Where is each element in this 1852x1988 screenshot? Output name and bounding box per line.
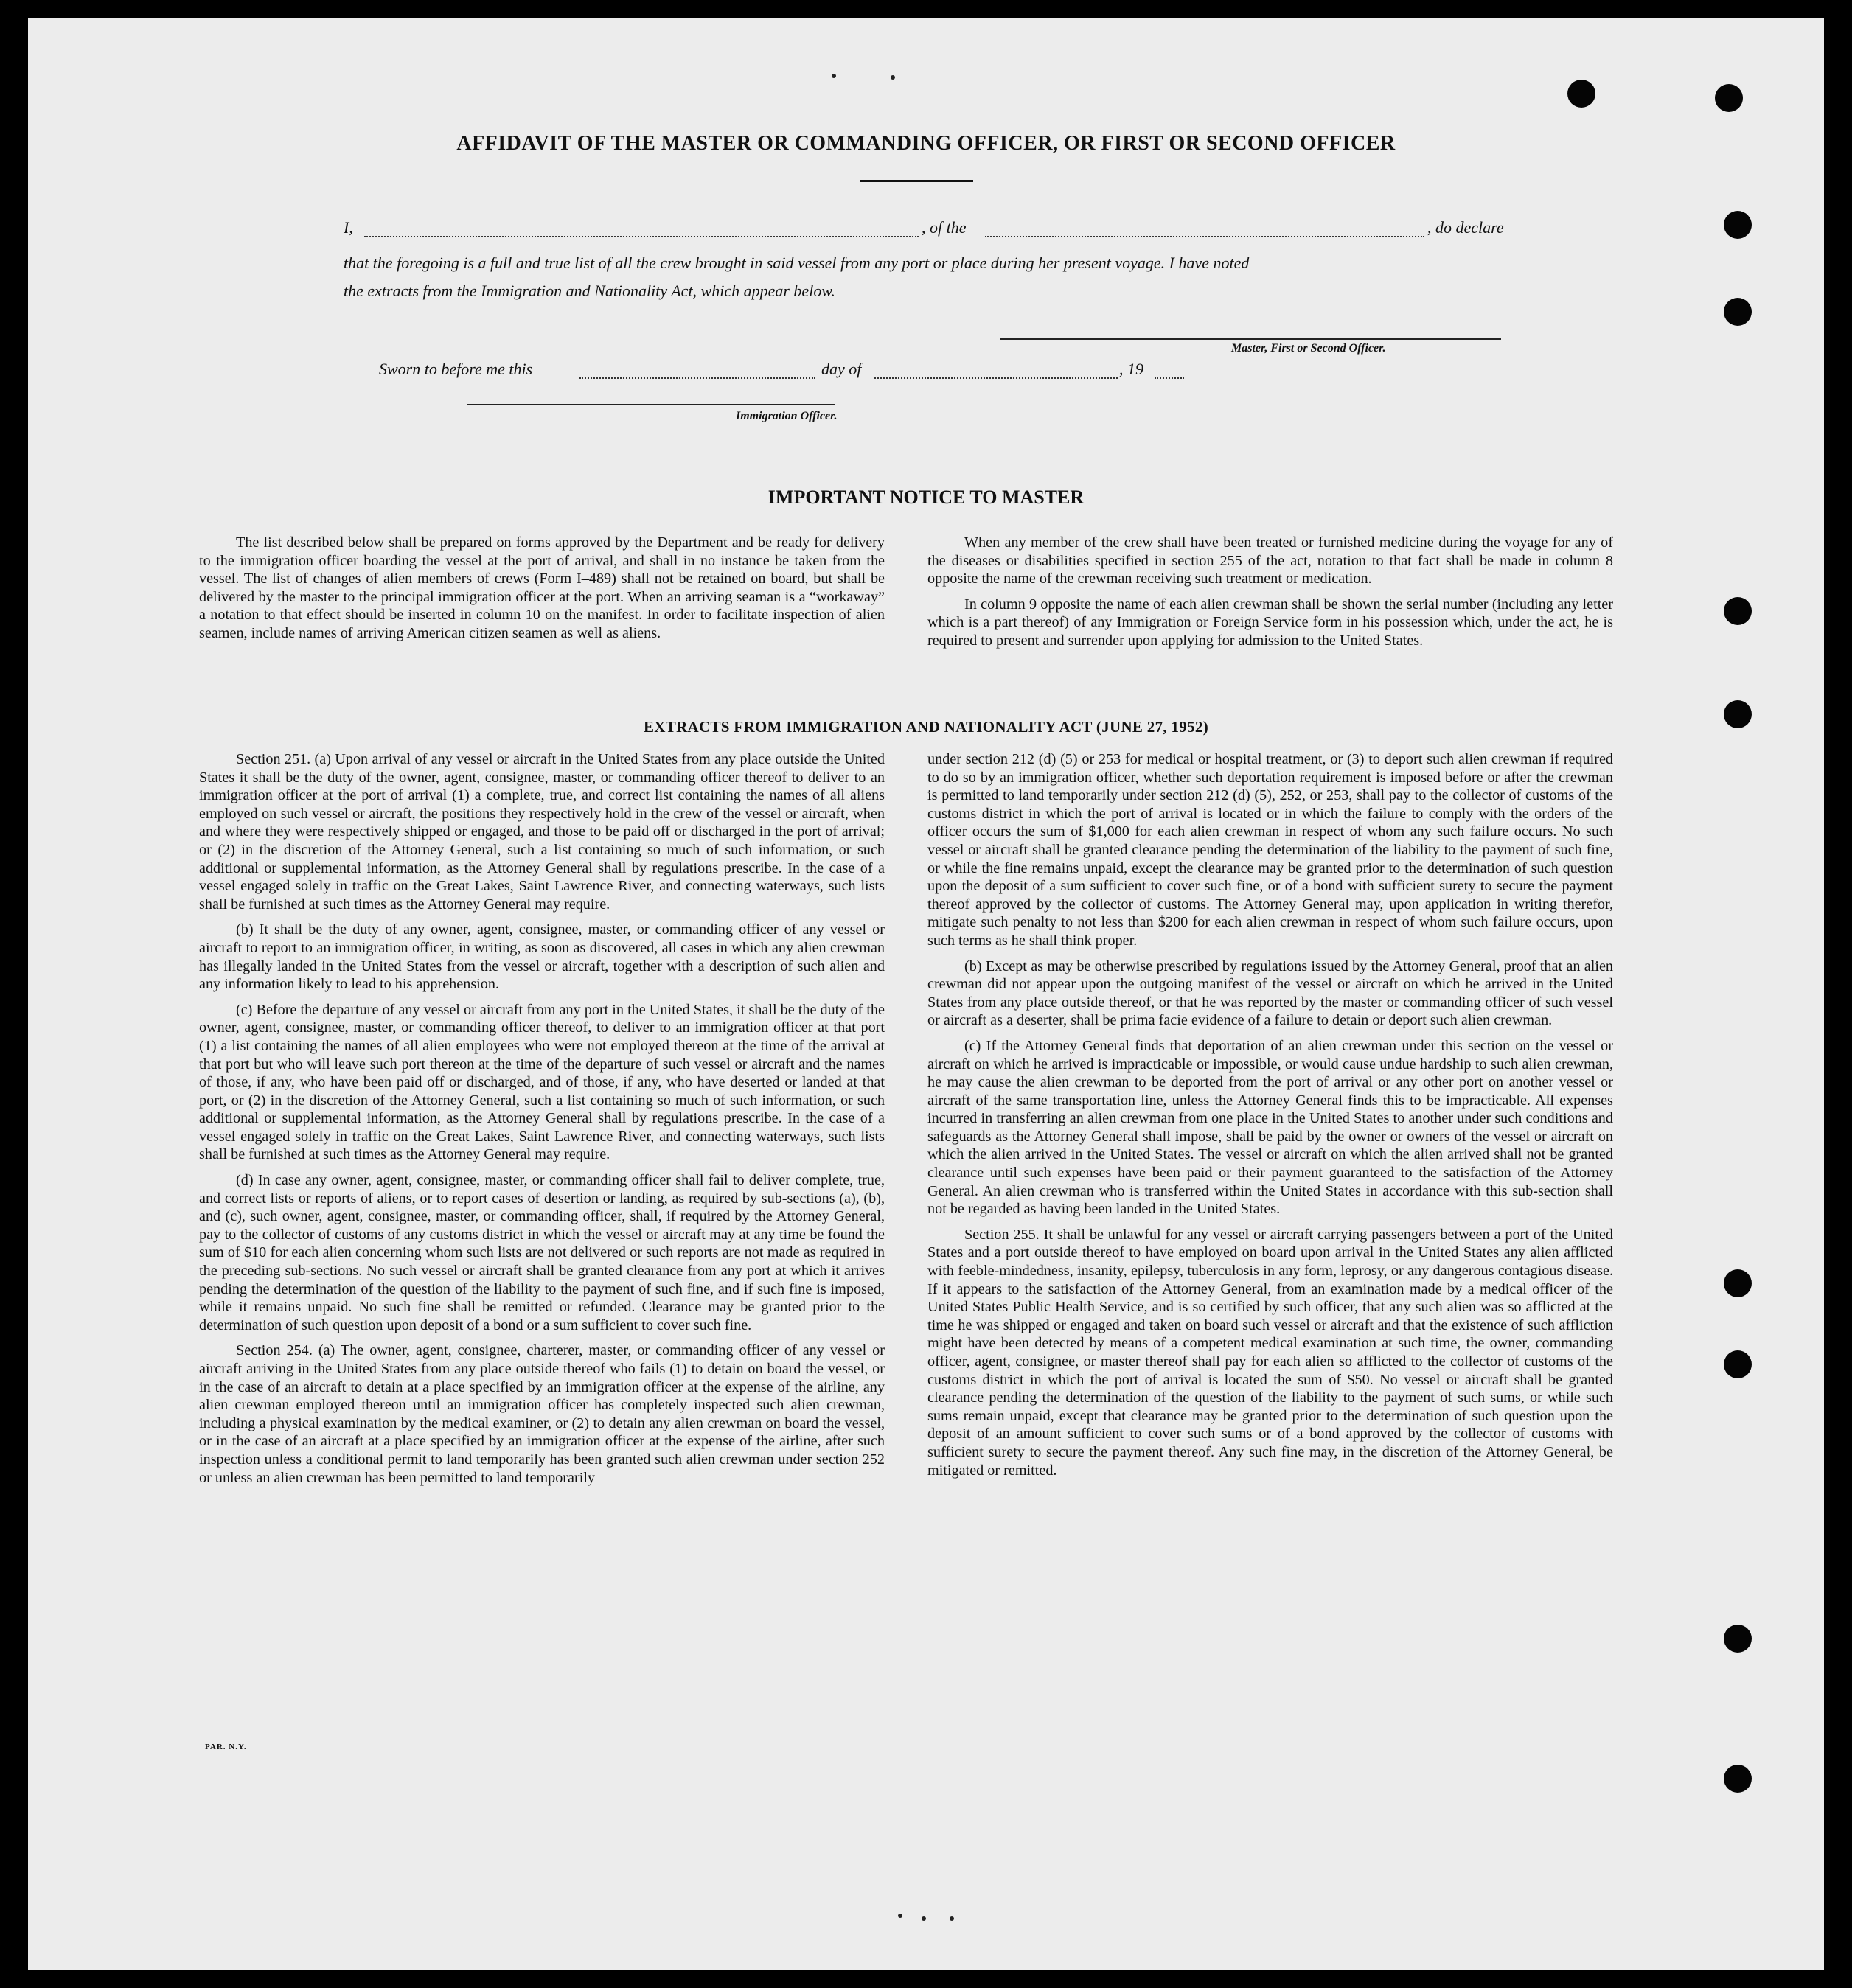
title-rule xyxy=(860,180,973,182)
document-page xyxy=(28,18,1824,1970)
speck xyxy=(891,75,895,80)
speck xyxy=(950,1916,954,1921)
sworn-line xyxy=(379,357,1301,382)
punch-hole xyxy=(1724,211,1752,239)
extracts-title: EXTRACTS FROM IMMIGRATION AND NATIONALITY ACT (JUNE 27, 1952) xyxy=(644,718,1208,736)
section-251b: (b) It shall be the duty of any owner, agent, consignee, master, or commanding officer of any vessel or aircraft to report to an immigration officer, in writing, as soon as discovered, all cases in which any alien crewman has illegally landed in the United States from the vessel or aircraft, together with a description of such alien and any information likely to lead to his apprehension. xyxy=(199,921,885,993)
section-254b: (b) Except as may be otherwise prescribed by regulations issued by the Attorney General, proof that an alien crewman did not appear upon the outgoing manifest of the vessel or aircraft on which he arrived in the United States from any place outside thereof, or that he was reported by the master or commanding officer of such vessel or aircraft as a deserter, shall be prima facie evidence of a failure to detain or deport such alien crewman. xyxy=(927,958,1613,1029)
officer-signature-label: Immigration Officer. xyxy=(736,410,838,422)
decl-of-the: , of the xyxy=(922,218,967,237)
sworn-year-field[interactable] xyxy=(1155,377,1184,379)
section-254a-continued: under section 212 (d) (5) or 253 for medical or hospital treatment, or (3) to deport such alien crewman if required to do so by an immigration officer, whether such deportation requirement is imposed before or after the crewman is permitted to land temporarily under section 212 (d) (5), 252, or 253, shall pay to the collector of customs of the customs district in which the port of arrival is located or in which the failure to comply with the orders of the officer occurs the sum of $1,000 for each alien crewman in respect of whom any such failure occurs. No such vessel or aircraft shall be granted clearance pending the determination of the liability to the payment of such fine, or while the fine remains unpaid, except the clearance may be granted prior to the determination of such question upon the deposit of a sum sufficient to cover such fine, or of a bond with sufficient surety to secure the payment thereof approved by the collector of customs. The Attorney General may, upon application in writing therefor, mitigate such penalty to not less than $200 for each alien crewman in respect of whom such failure occurs, upon such terms as he shall think proper. xyxy=(927,751,1613,949)
section-254a: Section 254. (a) The owner, agent, consignee, charterer, master, or commanding officer of any vessel or aircraft arriving in the United States from any place outside thereof who fails (1) to detain on board the vessel, or in the case of an aircraft to detain at a place specified by an immigration officer at the expense of the airline, any alien crewman employed thereon until an immigration officer has completely inspected such alien crewman, including a physical examination by the medical examiner, or (2) to detain any alien crewman on board the vessel, or in the case of an aircraft at a place specified by an immigration officer at the expense of the airline, after such inspection unless a conditional permit to land temporarily has been granted such alien crewman under section 252 or unless an alien crewman has been permitted to land temporarily xyxy=(199,1342,885,1486)
officer-signature-line[interactable] xyxy=(467,404,835,405)
decl-do-declare: , do declare xyxy=(1427,218,1504,237)
speck xyxy=(922,1916,926,1921)
master-signature-line[interactable] xyxy=(1000,338,1501,340)
section-251d: (d) In case any owner, agent, consignee, master, or commanding officer shall fail to deliver complete, true, and correct lists or reports of aliens, or to report cases of desertion or landing, as required by sub-sections (a), (b), and (c), such owner, agent, consignee, master, or commanding officer, shall, if required by the Attorney General, pay to the collector of customs of any customs district in which the vessel or aircraft may at any time be found the sum of $10 for each alien concerning whom such lists are not delivered or such reports are not made as required in the preceding sub-sections. No such vessel or aircraft shall be granted clearance from any port at which it arrives pending the determination of the question of the liability to the payment of such fine, and if such fine is imposed, while it remains unpaid. No such fine shall be remitted or refunded. Clearance may be granted prior to the determination of such question upon deposit of a bond or a sum sufficient to cover such fine. xyxy=(199,1172,885,1333)
sworn-day-of: day of xyxy=(821,360,862,378)
punch-hole xyxy=(1715,84,1743,112)
sworn-day-field[interactable] xyxy=(579,377,815,379)
punch-hole xyxy=(1724,1765,1752,1793)
affidavit-title: AFFIDAVIT OF THE MASTER OR COMMANDING OFFICER, OR FIRST OR SECOND OFFICER xyxy=(456,132,1396,155)
declaration-text-line-2: that the foregoing is a full and true list of all the crew brought in said vessel from any port or place during her present voyage. I have noted xyxy=(344,254,1250,272)
notice-title: IMPORTANT NOTICE TO MASTER xyxy=(767,486,1085,508)
declaration-line xyxy=(344,215,1504,240)
name-field-line[interactable] xyxy=(364,236,919,237)
printer-mark: PAR. N.Y. xyxy=(205,1743,247,1751)
section-251a: Section 251. (a) Upon arrival of any vessel or aircraft in the United States from any place outside the United States it shall be the duty of the owner, agent, consignee, master, or commanding officer thereof to deliver to an immigration officer at the port of arrival (1) a complete, true, and correct list containing the names of all aliens employed on such vessel or aircraft, the positions they respectively hold in the crew of the vessel or aircraft, when and where they were respectively shipped or engaged, and those to be paid off or discharged in the port of arrival; or (2) in the discretion of the Attorney General, such a list containing so much of such information, or such additional or supplemental information, as the Attorney General shall by regulations prescribe. In the case of a vessel engaged solely in traffic on the Great Lakes, Saint Lawrence River, and connecting waterways, such lists shall be furnished at such times as the Attorney General may require. xyxy=(199,751,885,913)
punch-hole xyxy=(1567,80,1595,108)
extracts-right-column xyxy=(927,750,1613,1487)
sworn-prefix: Sworn to before me this xyxy=(379,360,533,378)
punch-hole xyxy=(1724,298,1752,326)
speck xyxy=(832,74,836,78)
decl-i: I, xyxy=(344,218,353,237)
section-254c: (c) If the Attorney General finds that deportation of an alien crewman under this section on the vessel or aircraft on which he arrived is impracticable or impossible, or would cause undue hardship to such alien crewman, he may cause the alien crewman to be deported from the port of arrival or any other port on another vessel or aircraft of the same transportation line, unless the Attorney General finds this to be impracticable. All expenses incurred in transferring an alien crewman from one place in the United States to another under such conditions and safeguards as the Attorney General shall impose, shall be paid by the owner or owners of the vessel or aircraft on which the alien arrived in the United States. The vessel or aircraft on which the alien arrived shall not be granted clearance until such expenses have been paid or their payment guaranteed to the satisfaction of the Attorney General. An alien crewman who is transferred within the United States in accordance with this sub-section shall not be regarded as having been landed in the United States. xyxy=(927,1037,1613,1218)
section-255: Section 255. It shall be unlawful for any vessel or aircraft carrying passengers between a port of the United States and a port outside thereof to have employed on board upon arrival in the United States any alien afflicted with feeble-mindedness, insanity, epilepsy, tuberculosis in any form, leprosy, or any dangerous contagious disease. If it appears to the satisfaction of the Attorney General, from an examination made by a medical officer of the United States Public Health Service, and is so certified by such officer, that any such alien was so afflicted at the time he was shipped or engaged and taken on board such vessel or aircraft and that the existence of such affliction might have been detected by means of a competent medical examination at such time, the owner, commanding officer, agent, consignee, or master thereof shall pay for each alien so afflicted to the collector of customs of the customs district in which the port of arrival is located the sum of $50. No vessel or aircraft shall be granted clearance pending the determination of the question of the liability to the payment of such sums, or while such sums remain unpaid, except that clearance may be granted prior to the determination of such question upon the deposit of an amount sufficient to cover such sums or of a bond approved by the collector of customs with sufficient surety to secure the payment thereof. Any such fine may, in the discretion of the Attorney General, be mitigated or remitted. xyxy=(927,1226,1613,1479)
sworn-month-field[interactable] xyxy=(874,377,1118,379)
speck xyxy=(898,1914,902,1918)
punch-hole xyxy=(1724,1269,1752,1297)
notice-right-paragraph-1: When any member of the crew shall have been treated or furnished medicine during the voyage for any of the diseases or disabilities specified in section 255 of the act, notation to that fact shall be made in column 8 opposite the name of the crewman receiving such treatment or medication. xyxy=(927,534,1613,587)
punch-hole xyxy=(1724,597,1752,625)
notice-right-column xyxy=(927,534,1613,658)
master-signature-label: Master, First or Second Officer. xyxy=(1231,342,1386,355)
notice-right-paragraph-2: In column 9 opposite the name of each alien crewman shall be shown the serial number (including any letter which is a part thereof) of any Immigration or Foreign Service form in his possession which, under the act, he is required to present and surrender upon applying for admission to the United States. xyxy=(927,596,1613,649)
sworn-year: , 19 xyxy=(1119,360,1143,378)
declaration-text-line-3: the extracts from the Immigration and Nationality Act, which appear below. xyxy=(344,282,835,300)
punch-hole xyxy=(1724,1625,1752,1653)
notice-left-column xyxy=(199,534,885,650)
section-251c: (c) Before the departure of any vessel or aircraft from any port in the United States, it shall be the duty of the owner, agent, consignee, master, or commanding officer thereof, to deliver to an immigration officer at that port (1) a list containing the names of all alien employees who were not employed thereon at the time of the arrival at that port but who will leave such port thereon at the time of the departure of such vessel or aircraft and the names of those, if any, who have been paid off or discharged, and of those, if any, who have deserted or landed at that port, or (2) in the discretion of the Attorney General, such a list containing so much of such information, or such additional or supplemental information, as the Attorney General shall by regulations prescribe. In the case of a vessel engaged solely in traffic on the Great Lakes, Saint Lawrence River, and connecting waterways, such lists shall be furnished at such times as the Attorney General may require. xyxy=(199,1001,885,1163)
extracts-left-column xyxy=(199,750,885,1494)
vessel-field-line[interactable] xyxy=(985,236,1424,237)
notice-left-paragraph: The list described below shall be prepared on forms approved by the Department and be ready for delivery to the immigration officer boarding the vessel at the port of arrival, and shall in no instance be taken from the vessel. The list of changes of alien members of crews (Form I–489) shall not be retained on board, but shall be delivered by the master to the principal immigration officer at the port. When an arriving seaman is a “workaway” a notation to that effect should be inserted in column 10 on the manifest. In order to facilitate inspection of alien seamen, include names of arriving American citizen seamen as well as aliens. xyxy=(199,534,885,641)
punch-hole xyxy=(1724,1350,1752,1378)
